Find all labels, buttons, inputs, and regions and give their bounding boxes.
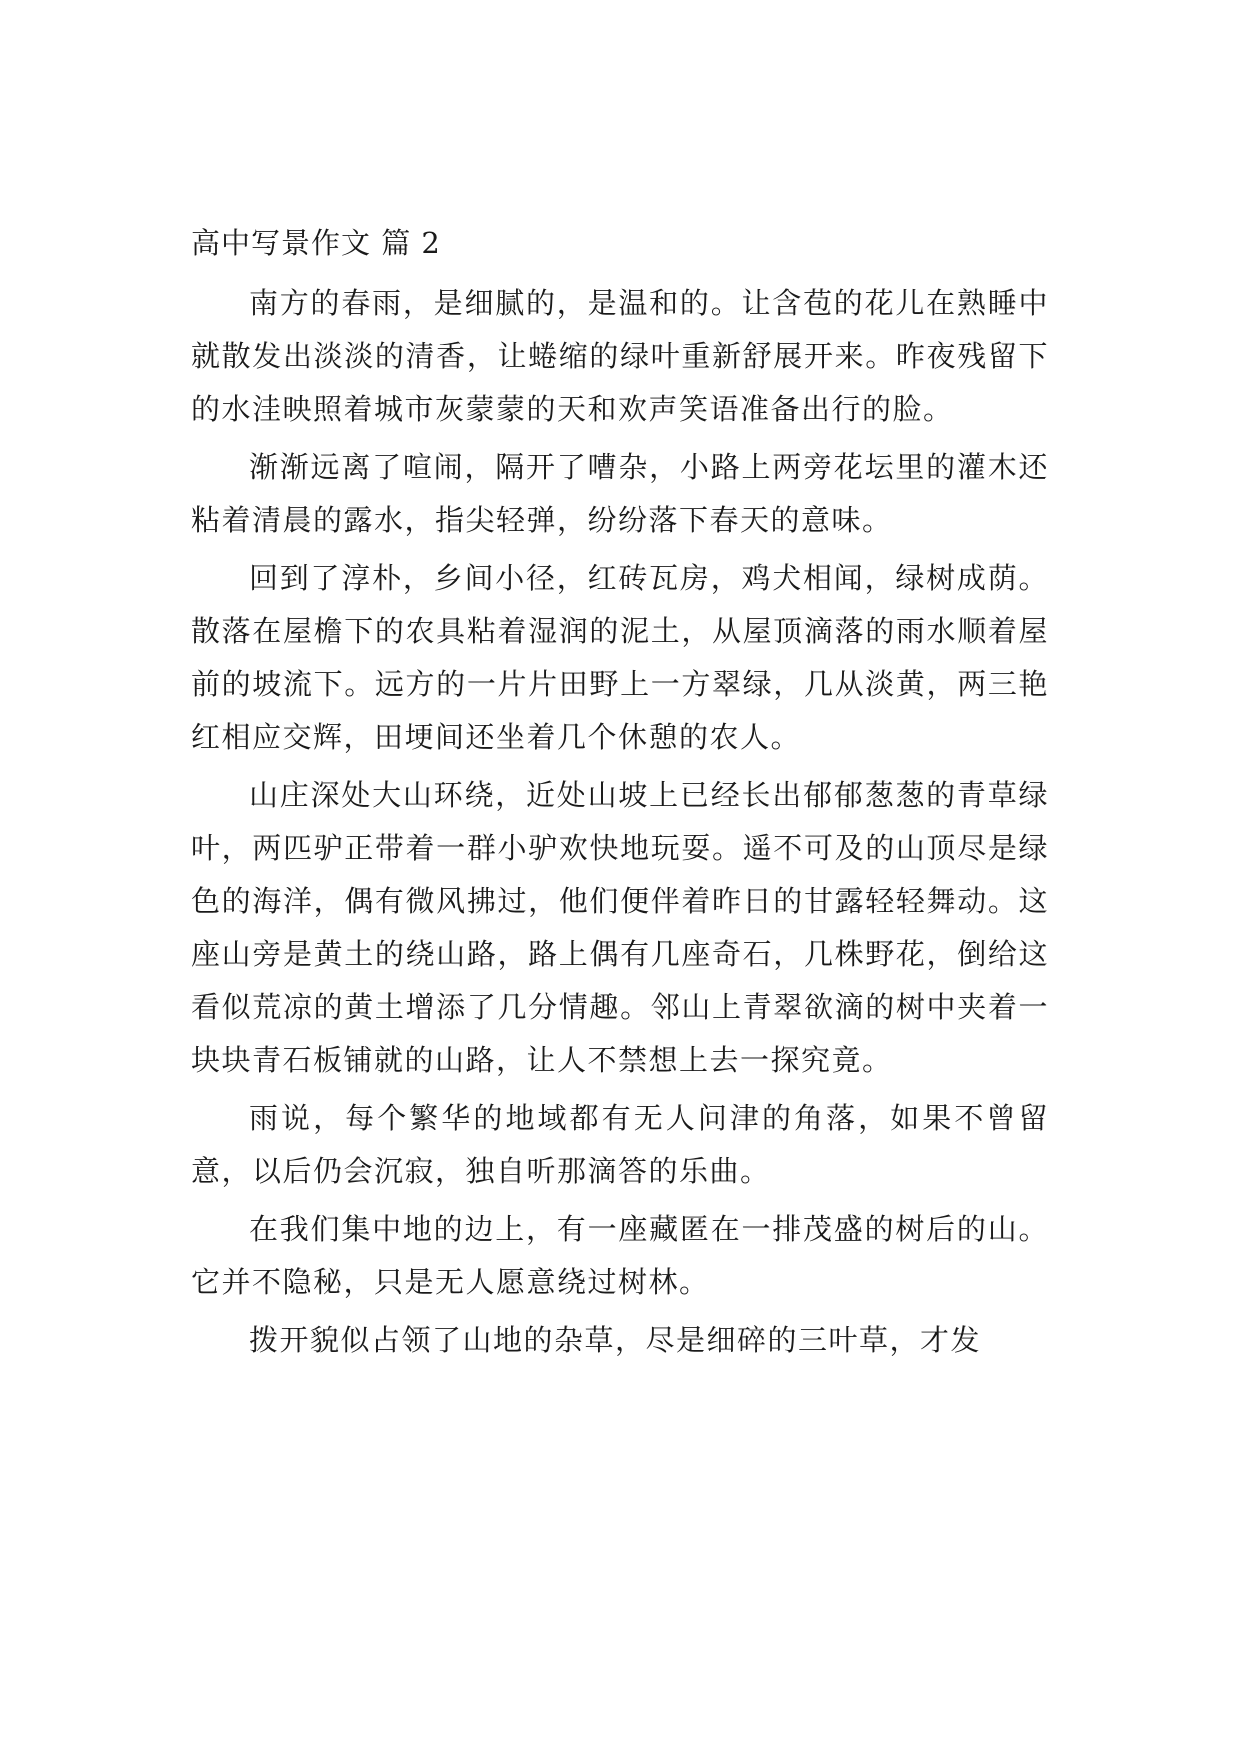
- paragraph: 拨开貌似占领了山地的杂草，尽是细碎的三叶草，才发: [249, 1323, 982, 1357]
- paragraph: 渐渐远离了喧闹，隔开了嘈杂，小路上两旁花坛里的灌木还粘着清晨的露水，指尖轻弹，纷纷落下春天的意味。: [191, 450, 1049, 537]
- paragraph: 山庄深处大山环绕，近处山坡上已经长出郁郁葱葱的青草绿叶，两匹驴正带着一群小驴欢快地玩耍。遥不可及的山顶尽是绿色的海洋，偶有微风拂过，他们便伴着昨日的甘露轻轻舞动。这座山旁是黄土的绕山路，路上偶有几座奇石，几株野花，倒给这看似荒凉的黄土增添了几分情趣。邻山上青翠欲滴的树中夹着一块块青石板铺就的山路，让人不禁想上去一探究竟。: [191, 778, 1049, 1077]
- document-title: 高中写景作文 篇 2: [191, 226, 441, 260]
- paragraph: 在我们集中地的边上，有一座藏匿在一排茂盛的树后的山。它并不隐秘，只是无人愿意绕过树林。: [191, 1212, 1049, 1299]
- paragraph: 回到了淳朴，乡间小径，红砖瓦房，鸡犬相闻，绿树成荫。散落在屋檐下的农具粘着湿润的泥土，从屋顶滴落的雨水顺着屋前的坡流下。远方的一片片田野上一方翠绿，几从淡黄，两三艳红相应交辉，田埂间还坐着几个休憩的农人。: [191, 561, 1049, 754]
- paragraph: 南方的春雨，是细腻的，是温和的。让含苞的花儿在熟睡中就散发出淡淡的清香，让蜷缩的绿叶重新舒展开来。昨夜残留下的水洼映照着城市灰蒙蒙的天和欢声笑语准备出行的脸。: [191, 286, 1049, 426]
- paragraph: 雨说，每个繁华的地域都有无人问津的角落，如果不曾留意，以后仍会沉寂，独自听那滴答的乐曲。: [191, 1101, 1049, 1188]
- document-body: [191, 221, 1049, 1372]
